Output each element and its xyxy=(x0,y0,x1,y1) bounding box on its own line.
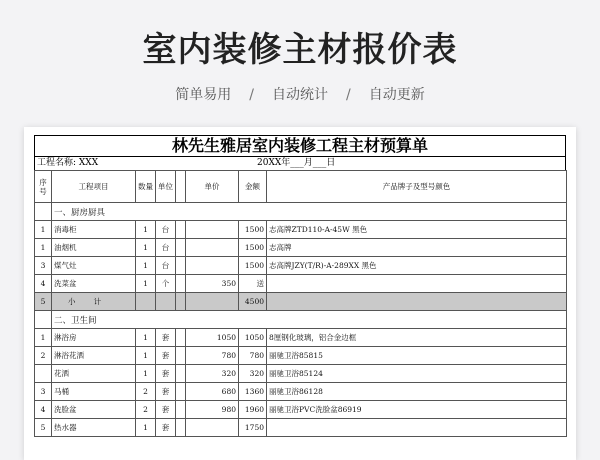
cell-item: 煤气灶 xyxy=(52,257,136,275)
cell-item: 油烟机 xyxy=(52,239,136,257)
cell-blank xyxy=(176,383,186,401)
cell-blank xyxy=(176,275,186,293)
hero-title: 室内装修主材报价表 xyxy=(142,30,458,70)
cell-seq: 4 xyxy=(35,275,52,293)
cell-price xyxy=(186,239,239,257)
cell-amount: 1500 xyxy=(239,239,267,257)
project-name: 工程名称: XXX xyxy=(37,158,99,168)
table-header-row xyxy=(35,171,567,203)
cell-unit: 套 xyxy=(156,347,176,365)
header-qty: 数量 xyxy=(136,171,156,203)
cell-brand xyxy=(267,275,567,293)
subtotal-blank xyxy=(176,293,186,311)
cell-item: 洗脸盆 xyxy=(52,401,136,419)
tag-auto-stats: 自动统计 xyxy=(272,87,328,103)
cell-qty: 1 xyxy=(136,275,156,293)
section-title: 二、卫生间 xyxy=(52,311,567,329)
cell-price: 320 xyxy=(186,365,239,383)
cell-item: 淋浴房 xyxy=(52,329,136,347)
document-title: 林先生雅居室内装修工程主材预算单 xyxy=(34,135,566,156)
cell-blank xyxy=(176,221,186,239)
cell-seq: 3 xyxy=(35,383,52,401)
section-row xyxy=(35,203,567,221)
cell-unit: 台 xyxy=(156,221,176,239)
cell-qty: 1 xyxy=(136,347,156,365)
header-unit: 单位 xyxy=(156,171,176,203)
cell-qty: 1 xyxy=(136,257,156,275)
section-seq-cell xyxy=(35,203,52,221)
subtotal-blank xyxy=(186,293,239,311)
table-row xyxy=(35,257,567,275)
table-row xyxy=(35,401,567,419)
cell-qty: 2 xyxy=(136,383,156,401)
cell-qty: 1 xyxy=(136,239,156,257)
cell-qty: 1 xyxy=(136,329,156,347)
cell-seq: 2 xyxy=(35,347,52,365)
cell-seq: 4 xyxy=(35,401,52,419)
cell-blank xyxy=(176,329,186,347)
header-price: 单价 xyxy=(186,171,239,203)
subtotal-blank xyxy=(156,293,176,311)
spreadsheet-preview xyxy=(24,127,576,460)
table-row xyxy=(35,221,567,239)
cell-amount: 送 xyxy=(239,275,267,293)
table-row xyxy=(35,239,567,257)
cell-item: 马桶 xyxy=(52,383,136,401)
cell-qty: 1 xyxy=(136,221,156,239)
cell-brand: 8厘钢化玻璃，铝合金边框 xyxy=(267,329,567,347)
cell-brand: 丽驰卫浴85815 xyxy=(267,347,567,365)
tag-auto-update: 自动更新 xyxy=(368,87,425,103)
budget-table xyxy=(34,170,567,437)
cell-price: 350 xyxy=(186,275,239,293)
budget-document xyxy=(34,135,566,437)
subtotal-row xyxy=(35,293,567,311)
cell-brand xyxy=(267,419,567,437)
cell-item: 花洒 xyxy=(52,365,136,383)
cell-unit: 个 xyxy=(156,275,176,293)
cell-price: 780 xyxy=(186,347,239,365)
cell-brand: 丽驰卫浴PVC洗脸盆86919 xyxy=(267,401,567,419)
cell-amount: 1960 xyxy=(239,401,267,419)
cell-item: 消毒柜 xyxy=(52,221,136,239)
cell-unit: 套 xyxy=(156,365,176,383)
cell-unit: 套 xyxy=(156,419,176,437)
cell-amount: 1500 xyxy=(239,221,267,239)
cell-brand: 志高牌 xyxy=(267,239,567,257)
cell-brand: 丽驰卫浴86128 xyxy=(267,383,567,401)
hero-tagline xyxy=(0,84,600,104)
cell-price xyxy=(186,419,239,437)
subtotal-blank xyxy=(267,293,567,311)
table-body xyxy=(35,203,567,437)
cell-unit: 套 xyxy=(156,401,176,419)
cell-price: 680 xyxy=(186,383,239,401)
cell-blank xyxy=(176,239,186,257)
cell-unit: 套 xyxy=(156,383,176,401)
cell-amount: 1050 xyxy=(239,329,267,347)
cell-blank xyxy=(176,419,186,437)
subtotal-label: 小计 xyxy=(52,293,136,311)
subtotal-blank xyxy=(136,293,156,311)
cell-seq: 3 xyxy=(35,257,52,275)
document-date xyxy=(257,157,335,170)
cell-amount: 320 xyxy=(239,365,267,383)
cell-seq: 5 xyxy=(35,419,52,437)
cell-brand: 志高牌JZY(T/R)-A-289XX 黑色 xyxy=(267,257,567,275)
section-seq-cell xyxy=(35,311,52,329)
cell-item: 淋浴花洒 xyxy=(52,347,136,365)
cell-seq: 1 xyxy=(35,221,52,239)
cell-brand: 丽驰卫浴85124 xyxy=(267,365,567,383)
tag-easy: 简单易用 xyxy=(175,87,232,103)
tag-separator: / xyxy=(346,87,351,103)
cell-unit: 套 xyxy=(156,329,176,347)
tag-separator: / xyxy=(249,87,254,103)
cell-blank xyxy=(176,257,186,275)
cell-brand: 志高牌ZTD110-A-45W 黑色 xyxy=(267,221,567,239)
cell-seq: 1 xyxy=(35,239,52,257)
cell-amount: 1360 xyxy=(239,383,267,401)
date-year: 20XX年 xyxy=(257,158,291,168)
subtotal-amount: 4500 xyxy=(239,293,267,311)
cell-seq: 1 xyxy=(35,329,52,347)
header-item: 工程项目 xyxy=(52,171,136,203)
cell-amount: 780 xyxy=(239,347,267,365)
table-row xyxy=(35,275,567,293)
cell-price xyxy=(186,221,239,239)
header-seq: 序号 xyxy=(35,171,52,203)
table-row xyxy=(35,347,567,365)
section-row xyxy=(35,311,567,329)
cell-unit: 台 xyxy=(156,239,176,257)
cell-blank xyxy=(176,401,186,419)
cell-amount: 1750 xyxy=(239,419,267,437)
cell-qty: 1 xyxy=(136,365,156,383)
cell-blank xyxy=(176,365,186,383)
header-brand: 产品牌子及型号颜色 xyxy=(267,171,567,203)
project-meta-row xyxy=(34,156,566,170)
cell-unit: 台 xyxy=(156,257,176,275)
cell-item: 热水器 xyxy=(52,419,136,437)
cell-blank xyxy=(176,347,186,365)
date-day: ___日 xyxy=(312,158,336,168)
subtotal-seq: 5 xyxy=(35,293,52,311)
cell-item: 洗菜盆 xyxy=(52,275,136,293)
cell-price xyxy=(186,257,239,275)
cell-amount: 1500 xyxy=(239,257,267,275)
cell-price: 1050 xyxy=(186,329,239,347)
cell-seq xyxy=(35,365,52,383)
date-month: ___月 xyxy=(290,158,313,168)
cell-qty: 1 xyxy=(136,419,156,437)
header-amount: 金额 xyxy=(239,171,267,203)
cell-price: 980 xyxy=(186,401,239,419)
header-blank xyxy=(176,171,186,203)
section-title: 一、厨房厨具 xyxy=(52,203,567,221)
cell-qty: 2 xyxy=(136,401,156,419)
table-row xyxy=(35,365,567,383)
table-row xyxy=(35,419,567,437)
table-row xyxy=(35,383,567,401)
table-row xyxy=(35,329,567,347)
